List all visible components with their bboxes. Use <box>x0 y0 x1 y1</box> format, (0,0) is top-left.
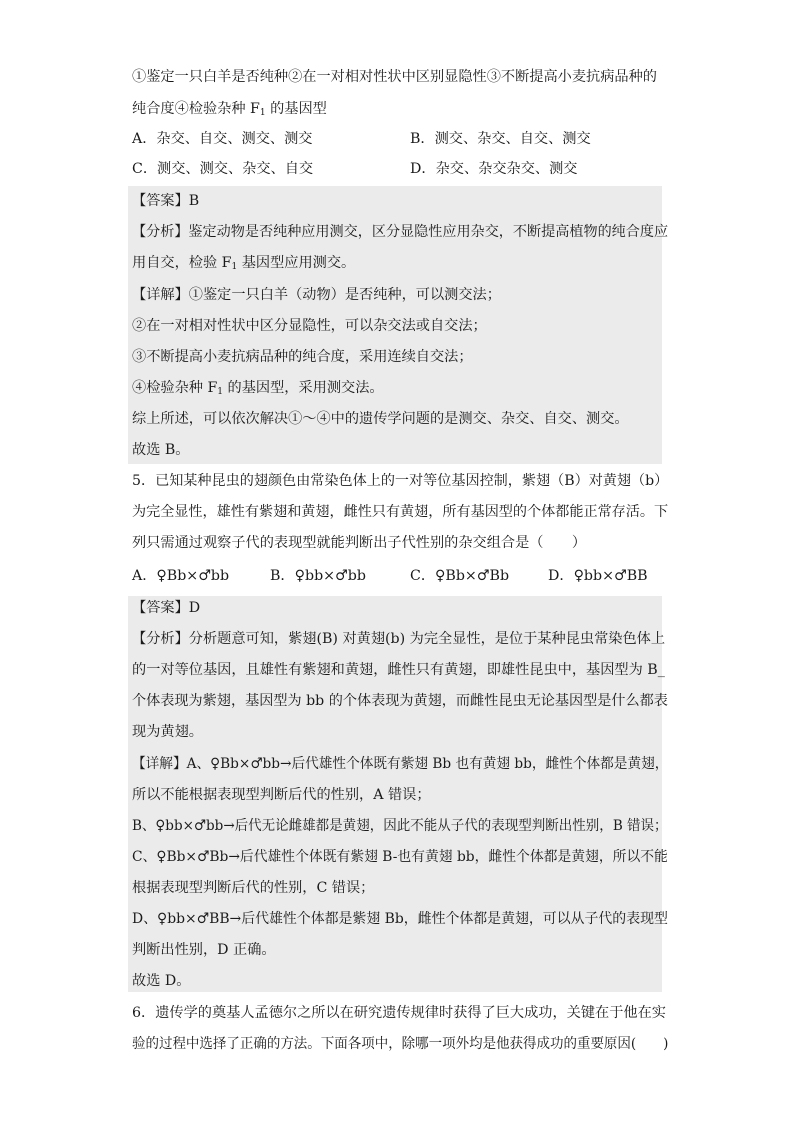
q4-analysis-line1: 【分析】鉴定动物是否纯种应用测交，区分显隐性应用杂交，不断提高植物的纯合度应 <box>132 224 669 240</box>
q4-analysis-line2: 用自交，检验 $F_1$ 基因型应用测交。 <box>132 255 356 272</box>
q4-stem-line1: ①鉴定一只白羊是否纯种②在一对相对性状中区别显隐性③不断提高小麦抗病品种的 <box>132 69 657 85</box>
q5-stem-line3: 列只需通过观察子代的表现型就能判断出子代性别的杂交组合是（ ） <box>132 535 587 551</box>
q4-option-d: D．杂交、杂交杂交、测交 <box>410 161 578 177</box>
q5-option-c: C．♀Bb×♂Bb <box>410 568 510 584</box>
q5-detail-line4: C、♀Bb×♂Bb→后代雄性个体既有紫翅 B-也有黄翅 bb，雌性个体都是黄翅，所以不能 <box>132 849 668 865</box>
q4-option-c: C．测交、测交、杂交、自交 <box>132 161 314 177</box>
q4-detail-line4: ④检验杂种 $F_1$ 的基因型，采用测交法。 <box>132 380 384 397</box>
q5-detail-line3: B、♀bb×♂bb→后代无论雌雄都是黄翅，因此不能从子代的表现型判断出性别，B 错误； <box>132 818 668 834</box>
q5-detail-line2: 所以不能根据表现型判断后代的性别，A 错误； <box>132 787 431 803</box>
q5-analysis-line3: 个体表现为紫翅，基因型为 bb 的个体表现为黄翅，而雌性昆虫无论基因型是什么都表 <box>132 693 668 709</box>
q5-option-d: D．♀bb×♂BB <box>548 568 648 584</box>
q5-detail-line6: D、♀bb×♂BB→后代雄性个体都是紫翅 Bb，雌性个体都是黄翅，可以从子代的表现型 <box>132 911 668 927</box>
q5-detail-line5: 根据表现型判断后代的性别，C 错误； <box>132 880 375 896</box>
q4-option-a: A．杂交、自交、测交、测交 <box>132 131 313 147</box>
q6-stem-line2: 验的过程中选择了正确的方法。下面各项中，除哪一项外均是他获得成功的重要原因( ) <box>132 1036 669 1052</box>
q4-option-b: B．测交、杂交、自交、测交 <box>410 131 591 147</box>
q5-detail-line7: 判断出性别，D 正确。 <box>132 942 276 958</box>
q4-detail-line3: ③不断提高小麦抗病品种的纯合度，采用连续自交法； <box>132 349 473 365</box>
q4-stem-line2: 纯合度④检验杂种 $F_1$ 的基因型 <box>132 101 327 118</box>
q5-option-b: B．♀bb×♂bb <box>270 568 366 584</box>
q4-answer: 【答案】B <box>132 193 200 209</box>
q5-choose: 故选 D。 <box>132 973 191 989</box>
q4-summary: 综上所述，可以依次解决①～④中的遗传学问题的是测交、杂交、自交、测交。 <box>132 411 629 427</box>
q5-analysis-line4: 现为黄翅。 <box>132 724 203 740</box>
q5-analysis-line2: 的一对等位基因，且雄性有紫翅和黄翅，雌性只有黄翅，即雄性昆虫中，基因型为 B_ <box>132 662 665 678</box>
q4-detail-line1: 【详解】①鉴定一只白羊（动物）是否纯种，可以测交法； <box>132 287 501 303</box>
q5-answer: 【答案】D <box>132 600 201 616</box>
q5-analysis-line1: 【分析】分析题意可知，紫翅(B) 对黄翅(b) 为完全显性，是位于某种昆虫常染色体上 <box>132 631 666 647</box>
q5-option-a: A．♀Bb×♂bb <box>132 568 230 584</box>
q5-detail-line1: 【详解】A、♀Bb×♂bb→后代雄性个体既有紫翅 Bb 也有黄翅 bb，雌性个体都是黄翅， <box>132 756 669 772</box>
q5-stem-line2: 为完全显性，雄性有紫翅和黄翅，雌性只有黄翅，所有基因型的个体都能正常存活。下 <box>132 504 669 520</box>
q4-choose: 故选 B。 <box>132 442 190 458</box>
q4-detail-line2: ②在一对相对性状中区分显隐性，可以杂交法或自交法； <box>132 318 487 334</box>
q6-stem-line1: 6．遗传学的奠基人孟德尔之所以在研究遗传规律时获得了巨大成功，关键在于他在实 <box>132 1005 666 1021</box>
q5-stem-line1: 5．已知某种昆虫的翅颜色由常染色体上的一对等位基因控制，紫翅（B）对黄翅（b） <box>132 473 669 489</box>
